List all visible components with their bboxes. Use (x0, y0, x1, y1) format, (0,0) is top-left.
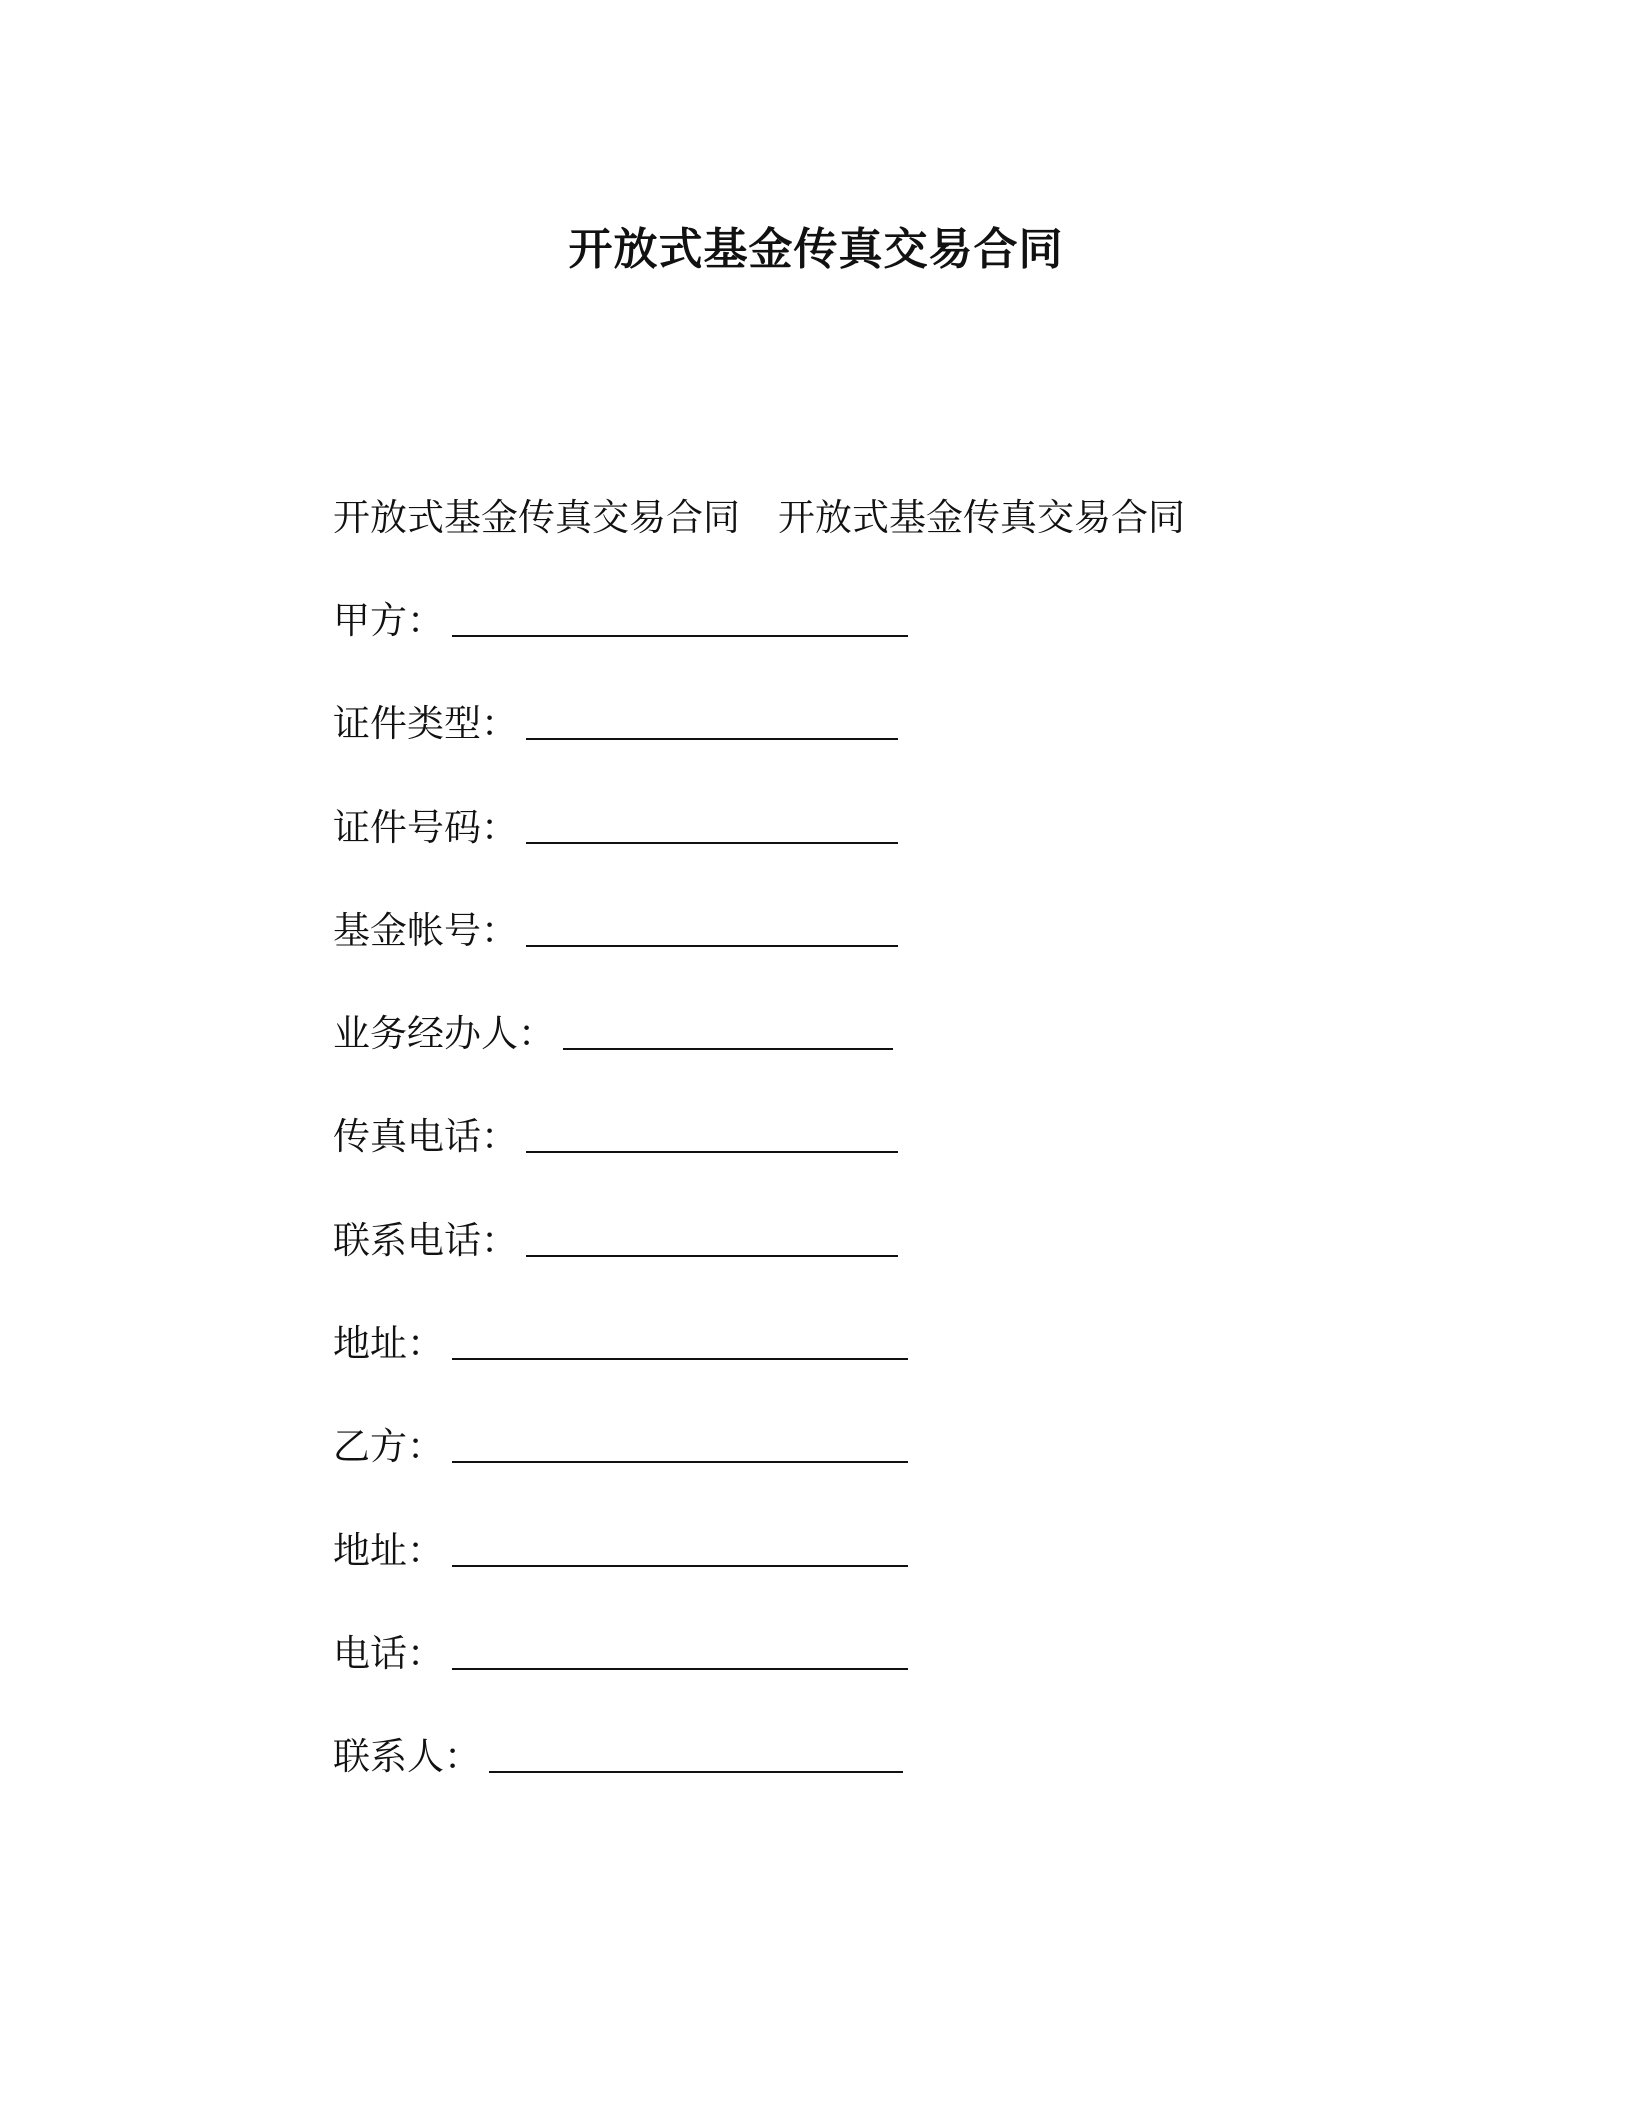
field-label: 联系电话： (333, 1218, 518, 1262)
document-subheading (333, 494, 1185, 542)
field-label: 乙方： (333, 1425, 444, 1469)
fill-in-blank-line (563, 1048, 893, 1050)
field-party-a (333, 597, 908, 700)
field-contact-phone (333, 1217, 908, 1320)
fill-in-blank-line (526, 738, 898, 740)
fill-in-blank-line (452, 1668, 908, 1670)
field-address-a (333, 1320, 908, 1423)
fill-in-blank-line (489, 1771, 903, 1773)
field-label: 证件号码： (333, 805, 518, 849)
field-label: 电话： (333, 1631, 444, 1675)
field-party-b (333, 1423, 908, 1526)
field-id-type (333, 700, 908, 803)
field-label: 传真电话： (333, 1115, 518, 1159)
field-label: 证件类型： (333, 702, 518, 746)
field-label: 地址： (333, 1528, 444, 1572)
field-label: 基金帐号： (333, 908, 518, 952)
field-phone-b (333, 1630, 908, 1733)
fill-in-blank-line (526, 945, 898, 947)
field-label: 业务经办人： (333, 1012, 555, 1056)
fill-in-blank-line (526, 1151, 898, 1153)
fill-in-blank-line (526, 1255, 898, 1257)
subheading-part: 开放式基金传真交易合同 (333, 496, 740, 539)
field-label: 联系人： (333, 1735, 481, 1779)
field-label: 地址： (333, 1322, 444, 1366)
field-fund-account (333, 907, 908, 1010)
fill-in-blank-line (452, 1565, 908, 1567)
field-agent (333, 1010, 908, 1113)
field-id-number (333, 804, 908, 907)
field-fax-phone (333, 1113, 908, 1216)
page-title: 开放式基金传真交易合同 (568, 224, 1064, 275)
field-label: 甲方： (333, 599, 444, 642)
subheading-part: 开放式基金传真交易合同 (778, 496, 1185, 539)
fill-in-blank-line (526, 842, 898, 844)
contract-field-list (333, 597, 908, 1837)
fill-in-blank-line (452, 635, 908, 637)
fill-in-blank-line (452, 1358, 908, 1360)
field-contact-person (333, 1733, 908, 1836)
fill-in-blank-line (452, 1461, 908, 1463)
field-address-b (333, 1527, 908, 1630)
